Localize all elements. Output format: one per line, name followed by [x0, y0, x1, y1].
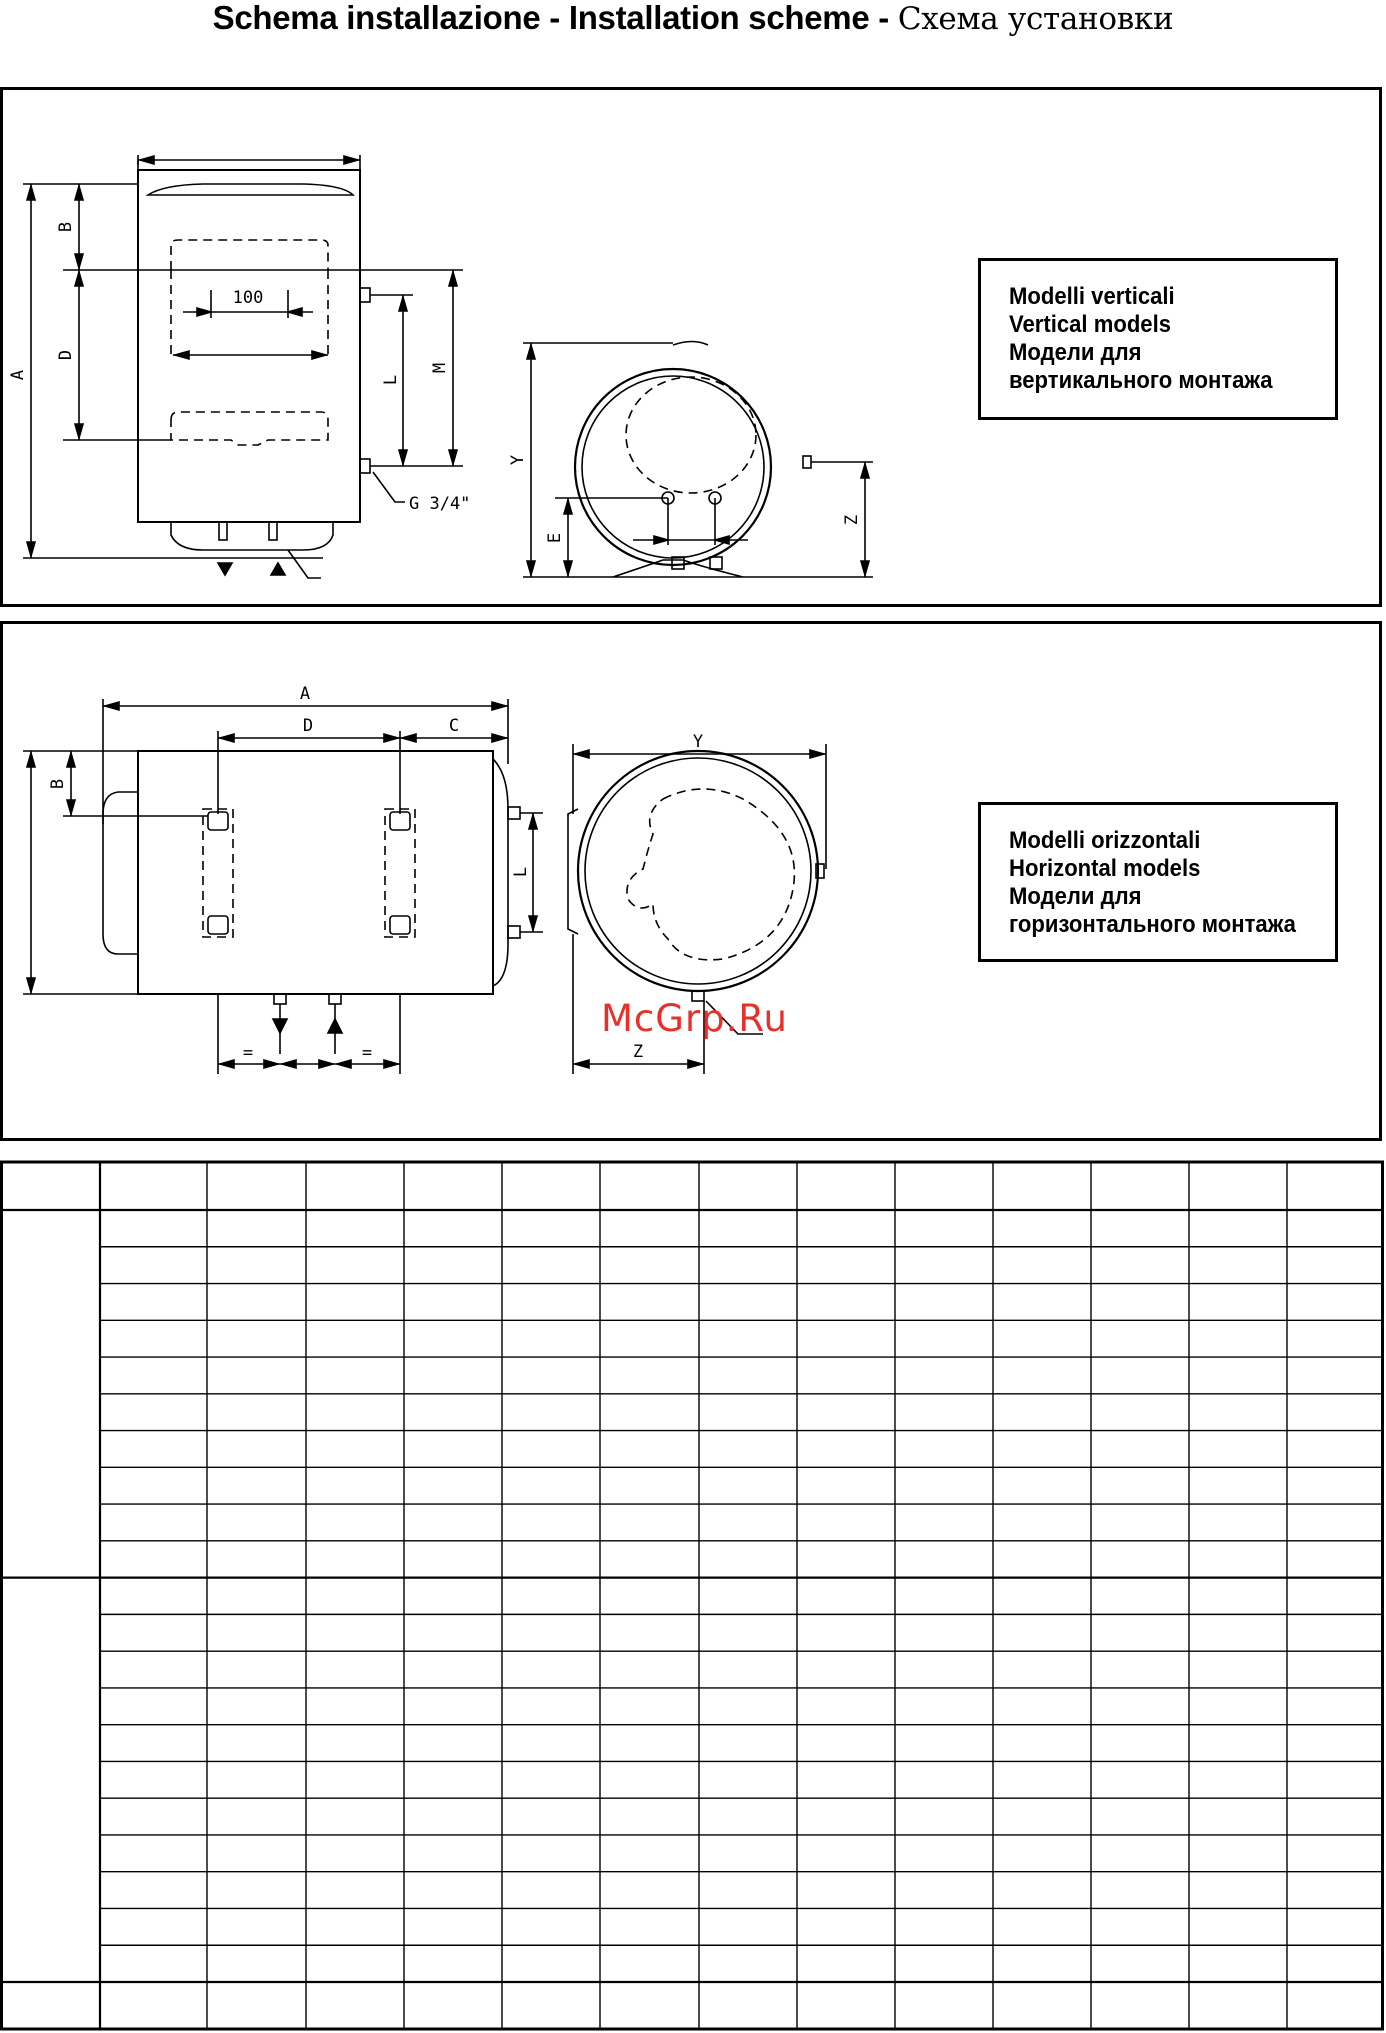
dim-label-E: E — [545, 532, 565, 544]
vertical-legend-box — [978, 258, 1338, 420]
thread-label: G 3/4" — [409, 494, 471, 514]
h-dim-label-Z: Z — [632, 1042, 644, 1062]
legend-line-4: вертикального монтажа — [1009, 367, 1273, 394]
page-title — [0, 0, 1386, 37]
vertical-models-panel — [0, 87, 1382, 607]
h-dim-equal-2: = — [361, 1043, 373, 1063]
title-russian: Схема установки — [897, 1, 1174, 37]
dim-label-D: D — [56, 349, 76, 361]
h-dim-label-C: C — [448, 716, 460, 736]
h-legend-line-4: горизонтального монтажа — [1009, 911, 1296, 938]
h-legend-line-3: Модели для — [1009, 883, 1142, 910]
h-legend-line-2: Horizontal models — [1009, 855, 1201, 882]
h-dim-label-A: A — [299, 684, 311, 704]
watermark: McGrp.Ru — [601, 997, 788, 1040]
dim-label-L: L — [381, 374, 401, 386]
h-dim-label-B: B — [48, 778, 68, 790]
dim-label-Y: Y — [508, 454, 528, 466]
h-legend-line-1: Modelli orizzontali — [1009, 827, 1201, 854]
legend-line-1: Modelli verticali — [1009, 283, 1175, 310]
table-border — [2, 1162, 1383, 2029]
dim-label-M: M — [430, 362, 450, 374]
dimensions-table — [0, 1160, 1386, 2033]
h-dim-label-D: D — [302, 716, 314, 736]
dim-label-Z: Z — [842, 514, 862, 526]
horizontal-tank-front — [138, 751, 493, 994]
h-dim-label-Y: Y — [692, 732, 704, 752]
horizontal-models-panel — [0, 621, 1382, 1141]
h-dim-label-L: L — [511, 866, 531, 878]
horizontal-tank-side — [578, 751, 818, 991]
title-main: Schema installazione - Installation scheme - — [212, 0, 898, 36]
dim-label-A: A — [8, 369, 28, 381]
h-dim-equal-1: = — [242, 1043, 254, 1063]
dim-label-B: B — [56, 221, 76, 233]
dim-label-100: 100 — [232, 288, 264, 308]
horizontal-legend-box — [978, 802, 1338, 962]
legend-line-2: Vertical models — [1009, 311, 1172, 338]
legend-line-3: Модели для — [1009, 339, 1142, 366]
